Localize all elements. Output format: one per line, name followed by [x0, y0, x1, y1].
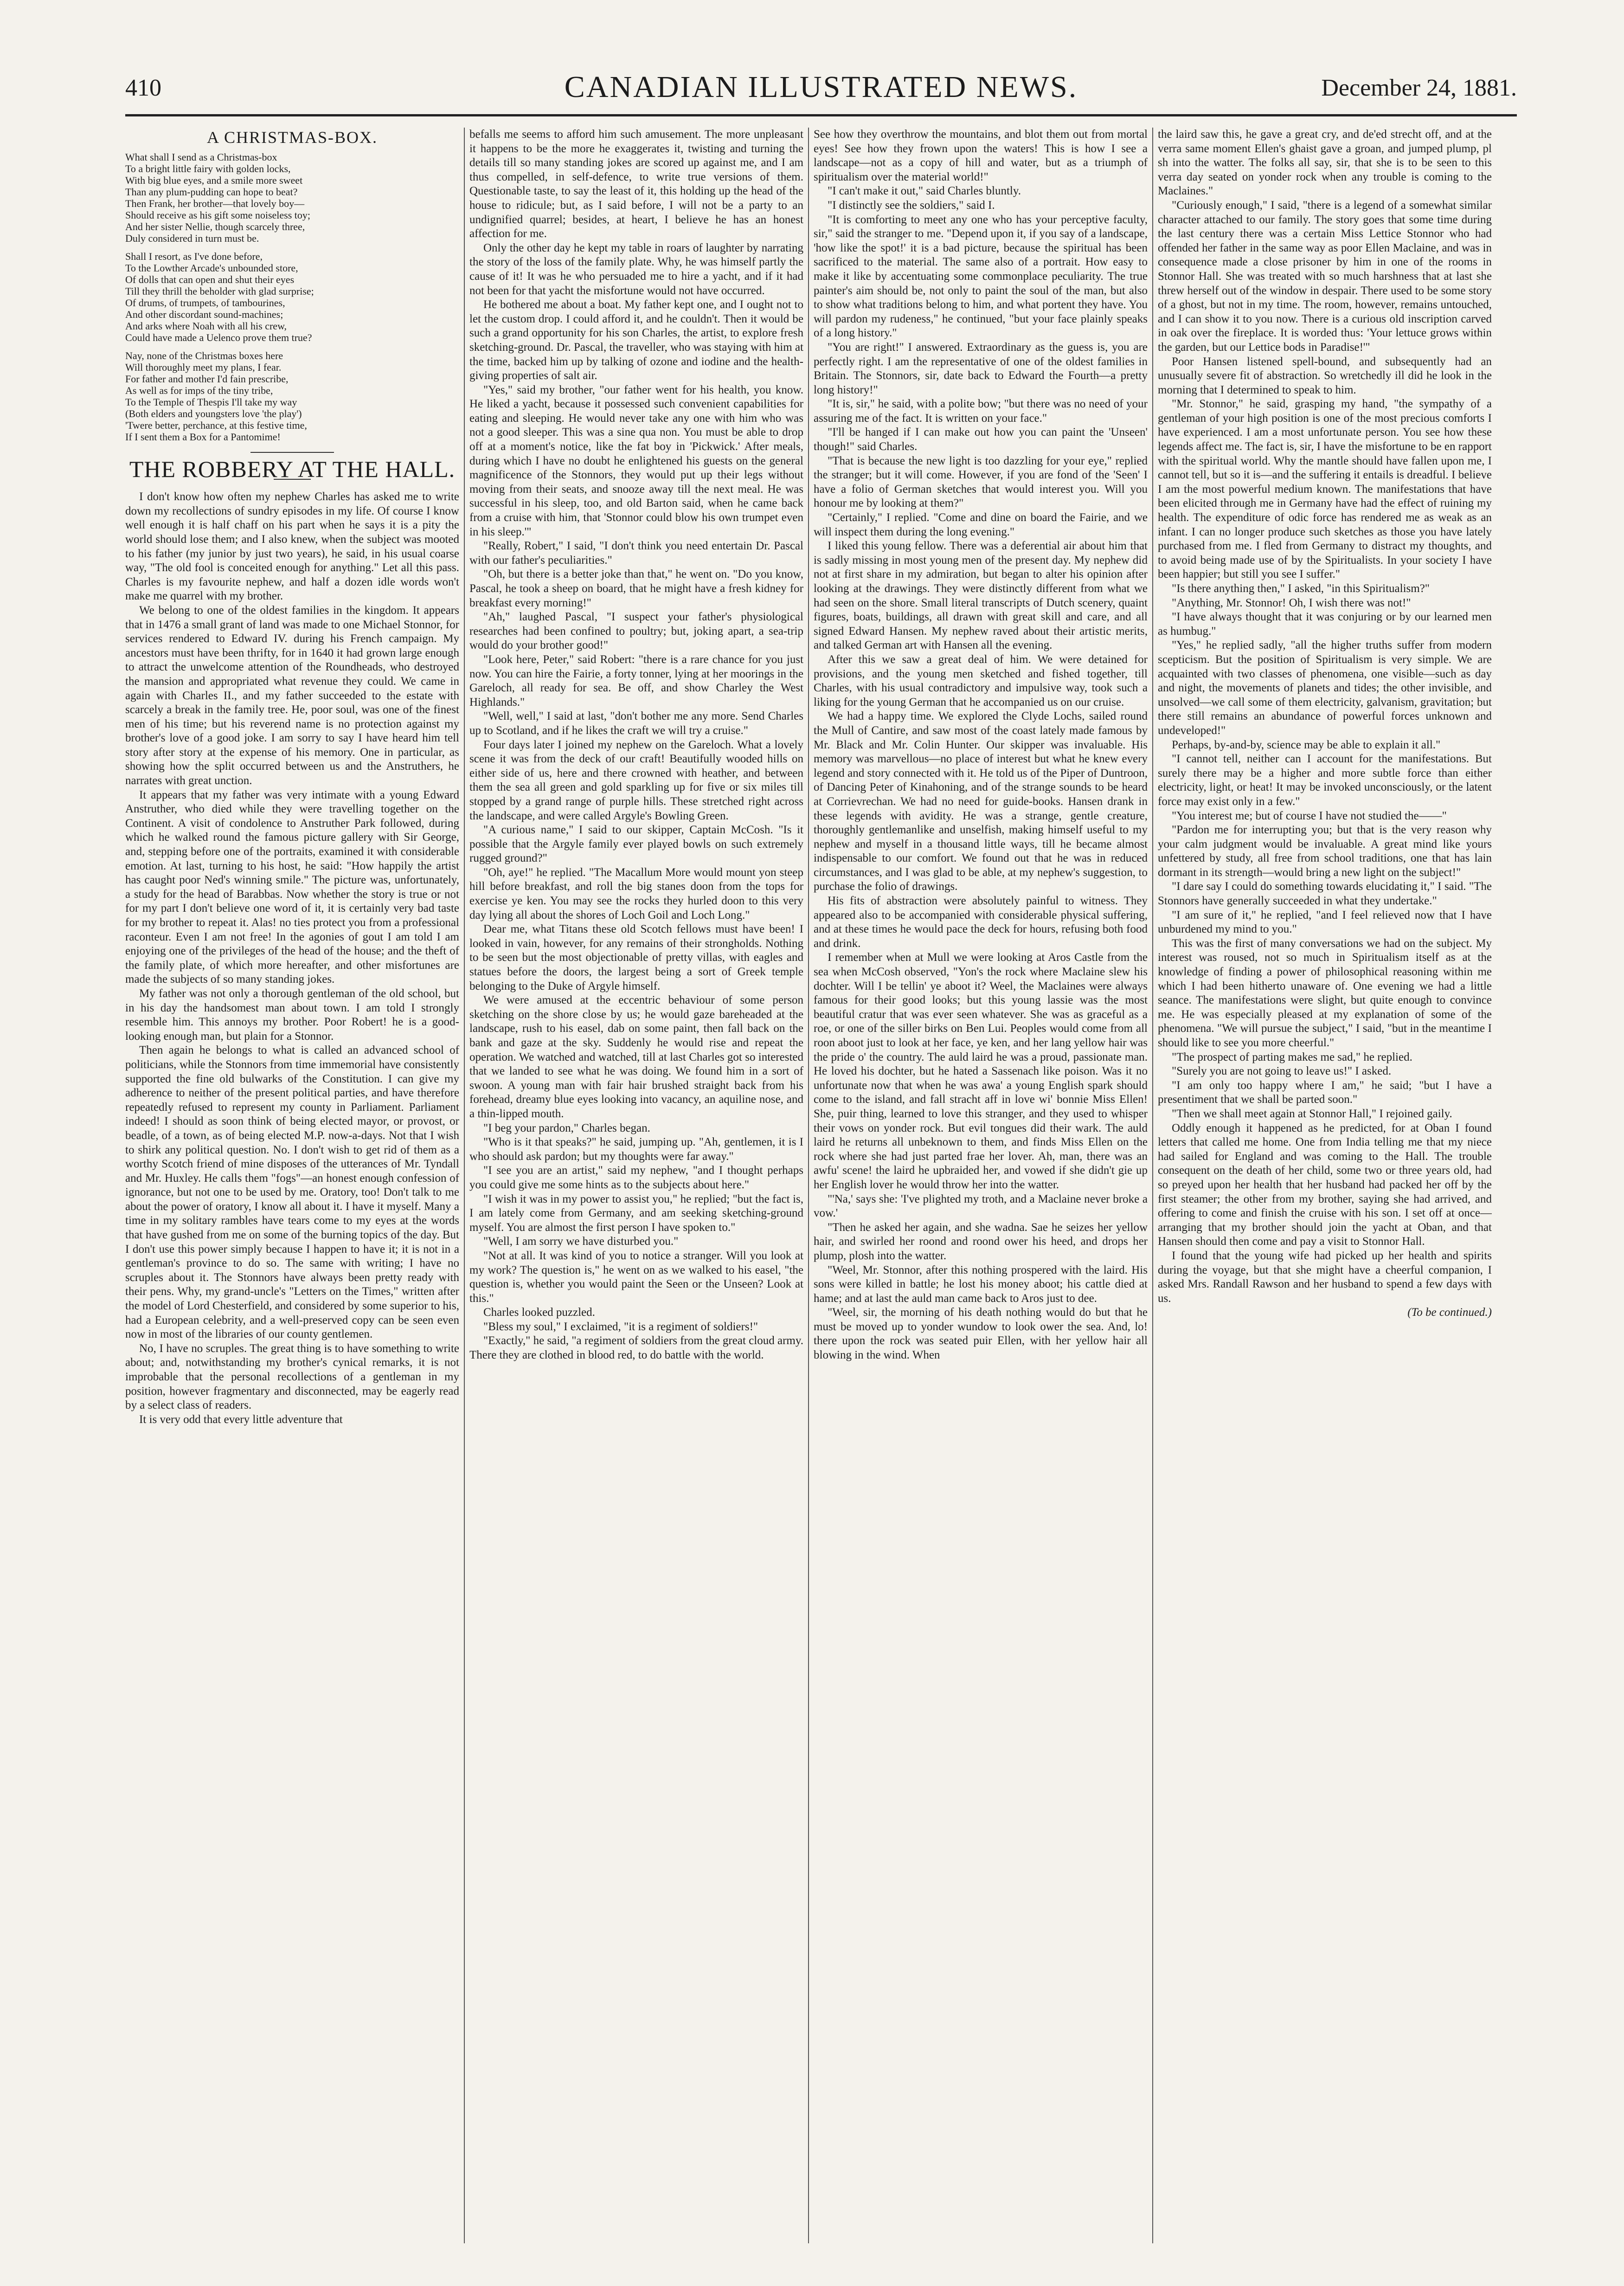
poem-line: If I sent them a Box for a Pantomime! [125, 431, 281, 443]
paragraph: We had a happy time. We explored the Clyde Lochs, sailed round the Mull of Cantire, and saw most of the coast lately made famous by Mr. Black and Mr. Colin Hunter. Our skipper was invaluable. His memory was marvellous—no place of interest but what he knew every legend and story connected with it. He told us of the Piper of Duntroon, of Dancing Peter of Kinahoning, and of the strange sounds to be heard at Corrievrechan. We had no need for guide-books. Hansen drank in these legends with avidity. He was a strange, gentle creature, thoroughly gentlemanlike and unselfish, making himself useful to my nephew and myself in a thousand little ways, till he became almost indispensable to our comfort. We found out that he was in reduced circumstances, and I was glad to be able, at my nephew's suggestion, to purchase the folio of drawings. [814, 710, 1148, 893]
paragraph: "Well, well," I said at last, "don't bother me any more. Send Charles up to Scotland, and if he likes the craft we will try a cruise." [469, 710, 803, 737]
poem-line: Should receive as his gift some noiseless toy; [125, 209, 310, 221]
paragraph: "Who is it that speaks?" he said, jumping up. "Ah, gentlemen, it is I who should ask pardon; but my thoughts were far away." [469, 1136, 803, 1163]
paragraph: I liked this young fellow. There was a deferential air about him that is sadly missing in most young men of the present day. My nephew did not at first share in my admiration, but began to alter his opinion after looking at the drawings. They were distinctly different from what we had seen on the shore. Small literal transcripts of Dutch scenery, quaint figures, boats, buildings, all drawn with great skill and care, and all signed Edward Hansen. My nephew raved about their artistic merits, and talked German art with Hansen all the evening. [814, 540, 1148, 652]
poem-title: A CHRISTMAS-BOX. [206, 128, 378, 147]
paragraph: "You interest me; but of course I have not studied the——" [1172, 809, 1447, 822]
paragraph: "I'll be hanged if I can make out how you can paint the 'Unseen' though!" said Charles. [814, 426, 1148, 453]
paragraph: "I am sure of it," he replied, "and I feel relieved now that I have unburdened my mind to you." [1158, 908, 1492, 936]
paragraph: I found that the young wife had picked up her health and spirits during the voyage, but that she might have a cheerful companion, I asked Mrs. Randall Rawson and her husband to spend a few days with us. [1158, 1249, 1492, 1305]
poem-stanza [125, 151, 459, 244]
paragraph: "I am only too happy where I am," he said; "but I have a presentiment that we shall be parted soon." [1158, 1079, 1492, 1106]
paragraph: "Ah," laughed Pascal, "I suspect your father's physiological researches had been confined to poultry; but, joking apart, a sea-trip would do your brother good!" [469, 611, 803, 652]
paragraph: "It is, sir," he said, with a polite bow; "but there was no need of your assuring me of the fact. It is written on your face." [814, 398, 1148, 425]
paragraph: Only the other day he kept my table in roars of laughter by narrating the story of the loss of the family plate. Why, he was himself partly the cause of it! It was he who persuaded me to hire a yacht, and if it had not been for that yacht the misfortune would not have occurred. [469, 241, 803, 297]
poem-line: With big blue eyes, and a smile more sweet [125, 174, 303, 186]
poem-line: What shall I send as a Christmas-box [125, 151, 277, 163]
paragraph: "Oh, but there is a better joke than that," he went on. "Do you know, Pascal, he took a sheep on board, that he might have a fresh kidney for breakfast every morning!" [469, 568, 803, 609]
paragraph: "Anything, Mr. Stonnor! Oh, I wish there was not!" [1172, 596, 1411, 609]
paragraph: "Not at all. It was kind of you to notice a stranger. Will you look at my work? The question is," he went on as we walked to his easel, "the question is, whether you would paint the Seen or the Unseen? Look at this." [469, 1249, 803, 1305]
newspaper-title: CANADIAN ILLUSTRATED NEWS. [564, 70, 1078, 104]
paragraph: He bothered me about a boat. My father kept one, and I ought not to let the custom drop. I could afford it, and he couldn't. Then it would be such a grand opportunity for his son Charles, the artist, to explore fresh sketching-ground. Dr. Pascal, the traveller, who was staying with him at the time, backed him up by talking of ozone and iodine and the health-giving properties of salt air. [469, 298, 803, 382]
poem-line: And arks where Noah with all his crew, [125, 320, 287, 332]
poem-line: Could have made a Uelenco prove them true? [125, 331, 312, 343]
paragraph: "Then he asked her again, and she wadna. Sae he seizes her yellow hair, and swirled her roond and roond ower his heed, and drops her plump, plosh into the watter. [814, 1221, 1148, 1262]
paragraph: Poor Hansen listened spell-bound, and subsequently had an unusually severe fit of abstraction. So wretchedly ill did he look in the morning that I determined to speak to him. [1158, 355, 1492, 396]
poem-line: Duly considered in turn must be. [125, 232, 259, 244]
paragraph: "Curiously enough," I said, "there is a legend of a somewhat similar character attached to our family. The story goes that some time during the last century there was a certain Miss Lettice Stonnor who had offended her father in the same way as poor Ellen Maclaine, and was in consequence made a close prisoner by him in one of the rooms in Stonnor Hall. She was treated with so much harshness that at last she threw herself out of the window in despair. There used to be some story of a ghost, but not in my time. The room, however, remains untouched, and I can show it to you now. There is a curious old inscription carved in oak over the fireplace. It is worded thus: 'Your lettuce grows within the garden, but our Lettice bods in Paradise!'" [1158, 199, 1492, 354]
poem-line: Shall I resort, as I've done before, [125, 250, 263, 262]
paragraph: Perhaps, by-and-by, science may be able to explain it all." [1172, 738, 1441, 751]
paragraph: "Yes," said my brother, "our father went for his health, you know. He liked a yacht, because it possessed such convenient capabilities for eating and sleeping. He would never take any one with him who was not a good sleeper. This was a sine qua non. You must be able to drop off at a moment's notice, like the fat boy in 'Pickwick.' After meals, during which I have no doubt he enlightened his guests on the general magnificence of the Stonnors, they would put up their legs without moving from their seats, and snooze away till the next meal. He was successful in his sleep, too, and old Barton said, when he came back from a cruise with him, that 'Stonnor could blow his own trumpet even in his sleep.'" [469, 383, 803, 538]
paragraph: See how they overthrow the mountains, and blot them out from mortal eyes! See how they frown upon the waters! This is how I see a landscape—not as a copy of hill and water, but as a triumph of spiritualism over the material world!" [814, 128, 1148, 183]
paragraph: "Then we shall meet again at Stonnor Hall," I rejoined gaily. [1172, 1107, 1452, 1120]
story-title: THE ROBBERY AT THE HALL. [129, 456, 456, 482]
poem-line: Of dolls that can open and shut their eyes [125, 273, 295, 285]
paragraph: "A curious name," I said to our skipper, Captain McCosh. "Is it possible that the Argyle family ever played bowls on such extremely rugged ground?" [469, 824, 803, 865]
paragraph: Oddly enough it happened as he predicted, for at Oban I found letters that called me home. One from India telling me that my niece had sailed for England and was coming to the Hall. The trouble consequent on the death of her child, some two or three years old, had so preyed upon her health that her husband had packed her off by the first steamer; the other from my brother, saying she had arrived, and offering to come and finish the cruise with his son. I set off at once—arranging that my brother should join the yacht at Oban, and that Hansen should then come and pay a visit to Stonnor Hall. [1158, 1121, 1492, 1248]
column-divider [1152, 128, 1153, 2243]
poem-line: To a bright little fairy with golden locks, [125, 162, 291, 174]
paragraph: "Certainly," I replied. "Come and dine on board the Fairie, and we will inspect them during the long evening." [814, 511, 1148, 538]
issue-date: December 24, 1881. [1321, 75, 1517, 101]
poem-line: To the Lowther Arcade's unbounded store, [125, 262, 298, 274]
poem-stanza [125, 350, 459, 443]
paragraph: After this we saw a great deal of him. We were detained for provisions, and the young men sketched and fished together, till Charles, with his usual contradictory and impulsive way, took such a liking for the young German that he accompanied us on our cruise. [814, 653, 1148, 708]
paragraph: It is very odd that every little adventure that [139, 1413, 343, 1426]
paragraph: "I wish it was in my power to assist you," he replied; "but the fact is, I am lately come from Germany, and am seeking sketching-ground myself. You are almost the first person I have spoken to." [469, 1192, 803, 1234]
to-be-continued: (To be continued.) [1407, 1306, 1492, 1319]
paragraph: "I have always thought that it was conjuring or by our learned men as humbug." [1158, 611, 1492, 638]
paragraph: "The prospect of parting makes me sad," he replied. [1172, 1050, 1412, 1063]
poem-line: And other discordant sound-machines; [125, 308, 283, 320]
poem-stanza [125, 251, 459, 343]
paragraph: It appears that my father was very intimate with a young Edward Anstruther, who died while they were travelling together on the Continent. A visit of condolence to Anstruther Park followed, during which he walked round the famous picture gallery with Sir George, and, stepping before one of the portraits, examined it with considerable emotion. At last, turning to his host, he said: "How happily the artist has caught poor Ned's winning smile." The picture was, unfortunately, a study for the head of Barabbas. Now whether the story is true or not for my part I don't believe one word of it, it is certainly very bad taste for my brother to repeat it. Alas! no ties protect you from a professional raconteur. Even I am not free! In the agonies of gout I am told I am enjoying one of the privileges of the head of the house; and the theft of the family plate, of which more hereafter, and other misfortunes are made the subjects of so many standing jokes. [125, 788, 459, 986]
paragraph: "Pardon me for interrupting you; but that is the very reason why your calm judgment would be invaluable. A great mind like yours unfettered by study, all free from school traditions, one that has lain dormant in its strength—would bring a new light on the subject!" [1158, 824, 1492, 879]
paragraph: No, I have no scruples. The great thing is to have something to write about; and, notwithstanding my brother's cynical remarks, it is not improbable that the personal recollections of a gentleman in my position, however fragmentary and disconnected, may be eagerly read by a select class of readers. [125, 1342, 459, 1412]
column-divider [464, 128, 465, 2243]
poem-line: Nay, none of the Christmas boxes here [125, 349, 283, 361]
paragraph: "Weel, Mr. Stonnor, after this nothing prospered with the laird. His sons were killed in battle; he lost his money aboot; his cattle died at hame; and at last the auld man came back to Aros just to dee. [814, 1263, 1148, 1305]
poem-line: Of drums, of trumpets, of tambourines, [125, 296, 285, 309]
paragraph: "I beg your pardon," Charles began. [483, 1121, 650, 1134]
poem-line: Till they thrill the beholder with glad surprise; [125, 285, 314, 297]
paragraph: My father was not only a thorough gentleman of the old school, but in his day the handsomest man about town. I am told I strongly resemble him. This annoys my brother. Poor Robert! he is a good-looking enough man, but plain for a Stonnor. [125, 987, 459, 1043]
column-divider [808, 128, 809, 2243]
paragraph: We were amused at the eccentric behaviour of some person sketching on the shore close by us; he would gaze bareheaded at the landscape, rush to his easel, dab on some paint, then fall back on the bank and gaze at the sky. Suddenly he would rise and repeat the operation. We watched and watched, till at last Charles got so interested that we landed to see what he was doing. We found him in a sort of swoon. A young man with fair hair brushed straight back from his forehead, dreamy blue eyes looking into vacancy, an aquiline nose, and a thin-lipped mouth. [469, 994, 803, 1120]
paragraph: "Well, I am sorry we have disturbed you." [483, 1235, 679, 1248]
masthead [125, 70, 1517, 111]
paragraph: "'Na,' says she: 'I've plighted my troth, and a Maclaine never broke a vow.' [814, 1192, 1148, 1220]
poem-line: (Both elders and youngsters love 'the play') [125, 407, 302, 419]
paragraph: Dear me, what Titans these old Scotch fellows must have been! I looked in vain, however, for any remains of their strongholds. Nothing to be seen but the most objectionable of pretty villas, with eagles and statues before the doors, the largest being a sort of Greek temple belonging to the Duke of Argyle himself. [469, 923, 803, 992]
column-1 [125, 128, 459, 2243]
paragraph: "That is because the new light is too dazzling for your eye," replied the stranger; but it will come. However, if you are fond of the 'Seen' I have a folio of German sketches that would interest you. Will you honour me by looking at them?" [814, 454, 1148, 510]
paragraph: Four days later I joined my nephew on the Gareloch. What a lovely scene it was from the deck of our craft! Beautifully wooded hills on either side of us, here and there crowned with heather, and between them the sea all green and gold sparkling up for five or six miles till stopped by a grand range of purple hills. These stretched right across the landscape, and were called Argyle's Bowling Green. [469, 738, 803, 822]
paragraph: "Look here, Peter," said Robert: "there is a rare chance for you just now. You can hire the Fairie, a forty tonner, lying at her moorings in the Gareloch, all ready for sea. Be off, and show Charley the West Highlands." [469, 653, 803, 708]
poem-line: For father and mother I'd fain prescribe, [125, 373, 289, 385]
paragraph: I don't know how often my nephew Charles has asked me to write down my recollections of sundry episodes in my life. Of course I know well enough it is half chaff on his part when he says it is a pity the world should lose them; and I also knew, when the subject was mooted to his father (my junior by just two years), he said, in his usual coarse way, "The old fool is conceited enough for anything." Let all this pass. Charles is my favourite nephew, and half a dozen idle words won't make me quarrel with my brother. [125, 490, 459, 603]
paragraph: the laird saw this, he gave a great cry, and de'ed strecht off, and at the verra same moment Ellen's ghaist gave a groan, and jumped plump, pl sh into the watter. The folks all say, sir, that she is to be seen to this verra day seated on yonder rock when any trouble is coming to the Maclaines." [1158, 128, 1492, 198]
paragraph: Charles looked puzzled. [483, 1306, 595, 1319]
paragraph: Then again he belongs to what is called an advanced school of politicians, while the Stonnors from time immemorial have consistently supported the fine old bulwarks of the Constitution. I can give my adherence to neither of the present political parties, and have therefore repeatedly refused to represent my county in Parliament. Parliament indeed! I should as soon think of being elected mayor, or provost, or beadle, of a town, as of being elected M.P. now-a-days. Not that I wish to shirk any political question. No. I don't wish to get rid of them as a worthy Scotch friend of mine disposes of the utterances of Mr. Tyndall and Mr. Huxley. He calls them "fogs"—an honest enough confession of ignorance, but not one to be used by me. Oratory, too! Don't talk to me about the power of oratory, I know all about it. I have it myself. Many a time in my solitary rambles have tears come to my eyes at the words that have gushed from me on some of the burning topics of the day. But I don't use this power simply because I happen to have it; it is not in a gentleman's province to do so. The same with writing; I have no scruples about it. The Stonnors have always been pretty ready with their pens. Why, my grand-uncle's "Letters on the Times," written after the model of Lord Chesterfield, and considered by some superior to his, had a European celebrity, and a well-preserved copy can be seen even now in most of the libraries of our county gentlemen. [125, 1044, 459, 1341]
poem-line: As well as for imps of the tiny tribe, [125, 384, 273, 396]
paragraph: "I can't make it out," said Charles bluntly. [828, 185, 1021, 198]
paragraph: "Yes," he replied sadly, "all the higher truths suffer from modern scepticism. But the position of Spiritualism is very simple. We are acquainted with two classes of phenomena, one visible—such as day and night, the movements of planets and tides; the other invisible, and unsolved—we call some of them electricity, galvanism, gravitation; but there still remains an abundance of powerful forces unknown and undeveloped!" [1158, 639, 1492, 737]
poem-line: To the Temple of Thespis I'll take my way [125, 396, 297, 408]
paragraph: His fits of abstraction were absolutely painful to witness. They appeared also to be accompanied with considerable physical suffering, and at these times he would pace the deck for hours, refusing both food and drink. [814, 895, 1148, 950]
paragraph: "I see you are an artist," said my nephew, "and I thought perhaps you could give me some hints as to the subjects about here." [469, 1164, 803, 1191]
paragraph: "Really, Robert," I said, "I don't think you need entertain Dr. Pascal with our father's peculiarities." [469, 540, 803, 567]
paragraph: "It is comforting to meet any one who has your perceptive faculty, sir," said the stranger to me. "Depend upon it, if you say of a landscape, 'how like the spot!' it is a bad picture, because the spiritual has been sacrificed to the material. The same also of a portrait. How easy to make it like by accentuating some commonplace peculiarity. The true painter's aim should be, not only to paint the soul of the man, but also to show what traditions belong to him, and what portent they have. You will pardon my rudeness," he continued, "but your face plainly speaks of a long history." [814, 213, 1148, 340]
poem-line: Than any plum-pudding can hope to beat? [125, 186, 298, 198]
paragraph: "Exactly," he said, "a regiment of soldiers from the great cloud army. There they are clothed in blood red, to do battle with the world. [469, 1334, 803, 1362]
paragraph: "I cannot tell, neither can I account for the manifestations. But surely there may be a higher and more subtle force than either electricity, light, or heat! It may be invoked unconsciously, or the latent force may exist only in a few." [1158, 753, 1492, 808]
paragraph: "Is there anything then," I asked, "in this Spiritualism?" [1172, 582, 1430, 595]
section-divider [250, 452, 334, 453]
paragraph: "Oh, aye!" he replied. "The Macallum More would mount yon steep hill before breakfast, and roll the big stanes doon from the tops for exercise ye ken. You may see the rocks they hurled doon to this very day lying all about the shores of Loch Goil and Loch Long." [469, 866, 803, 921]
paragraph: "You are right!" I answered. Extraordinary as the guess is, you are perfectly right. I am the representative of one of the oldest families in Britain. The Stonnors, sir, date back to Edward the Fourth—a pretty long history!" [814, 341, 1148, 396]
paragraph: I remember when at Mull we were looking at Aros Castle from the sea when McCosh observed, "Yon's the rock where Maclaine slew his dochter. Will I be tellin' ye aboot it? Weel, the Maclaines were always famous for their good looks; but this young lassie was the most beautiful cratur that was ever seen whatever. She was as graceful as a roe, or one of the siller birks on Ben Lui. Peoples would come from all roon aboot just to look at her face, ye ken, and her lang yellow hair was the pride o' the country. The auld laird he was a proud, passionate man. He loved his dochter, but he hated a Sassenach like poison. Was it no unfortunate now that when he was awa' a young English spark should come to the island, and fall stracht aff in love wi' bonnie Miss Ellen! She, puir thing, learned to love this stranger, and they used to whisper their vows on yonder rock. But evil tongues did their wark. The auld laird he returns all unbeknown to them, and finds Miss Ellen on the rock where she had just parted frae her lover. Ah, man, there was an awfu' scene! the laird he upbraided her, and vowed if she didn't gie up her English lover he would throw her into the watter. [814, 951, 1148, 1191]
paragraph: "Mr. Stonnor," he said, grasping my hand, "the sympathy of a gentleman of your high position is one of the most precious comforts I have experienced. I am a most unfortunate person. You see how these legends affect me. The fact is, sir, I have the misfortune to be en rapport with the spiritual world. Why the mantle should have fallen upon me, I cannot tell, but so it is—and the suffering it entails is dreadful. I believe I am the most powerful medium known. The manifestations that have been elicited through me in Germany have had the effect of ruining my health. The expenditure of odic force has rendered me as weak as an infant. I can no longer produce such sketches as those you have lately purchased from me. I fled from Germany to distract my thoughts, and to avoid being made use of by the Spiritualists. In your society I have been happier; but still you see I suffer." [1158, 398, 1492, 581]
paragraph: This was the first of many conversations we had on the subject. My interest was roused, not so much in Spiritualism itself as at the knowledge of finding a power of philosophical reasoning within me which I had been hitherto unaware of. One evening we had a little seance. The manifestations were slight, but quite enough to convince me. He was especially pleased at my explanation of some of the phenomena. "We will pursue the subject," I said, "but in the meantime I should like to see you more cheerful." [1158, 937, 1492, 1049]
poem-line: Then Frank, her brother—that lovely boy— [125, 197, 305, 209]
column-4 [1158, 128, 1492, 2206]
poem-line: Will thoroughly meet my plans, I fear. [125, 361, 282, 373]
paragraph: "I dare say I could do something towards elucidating it," I said. "The Stonnors have generally succeeded in what they undertake." [1158, 880, 1492, 908]
paragraph: befalls me seems to afford him such amusement. The more unpleasant it happens to be the more he exaggerates it, twisting and turning the details till so many standing jokes are scored up against me, and I am thus compelled, in self-defence, to write true versions of them. Questionable taste, to say the least of it, this holding up the head of the house to ridicule; but, as I said before, I will not be a party to an undignified quarrel; besides, at heart, I believe he has an honest affection for me. [469, 128, 803, 240]
column-3 [814, 128, 1148, 2243]
header-rule [125, 114, 1517, 116]
poem-line: And her sister Nellie, though scarcely three, [125, 220, 305, 232]
page-number: 410 [125, 75, 161, 101]
paragraph: "Bless my soul," I exclaimed, "it is a regiment of soldiers!" [483, 1320, 758, 1333]
poem-line: 'Twere better, perchance, at this festive time, [125, 419, 307, 431]
paragraph: We belong to one of the oldest families in the kingdom. It appears that in 1476 a small grant of land was made to one Michael Stonnor, for services rendered to Edward IV. during his French campaign. My ancestors must have been thrifty, for in 1640 it had grown large enough to attract the unwelcome attention of the Roundheads, who destroyed the mansion and appropriated what revenue they could. We came in again with Charles II., and my father succeeded to the estate with scarcely a break in the family tree. He, poor soul, was one of the finest men of his time; but his reverend name is no protection against my brother's love of a good joke. I am sorry to say I have heard him tell story after story at the expense of his memory. One in particular, as showing how the split occurred between us and the Anstruthers, he narrates with great unction. [125, 604, 459, 787]
column-2 [469, 128, 803, 2243]
paragraph: "I distinctly see the soldiers," said I. [828, 199, 995, 212]
paragraph: "Surely you are not going to leave us!" I asked. [1172, 1065, 1392, 1078]
paragraph: "Weel, sir, the morning of his death nothing would do but that he must be moved up to yonder wundow to look ower the sea. And, lo! there upon the rock was seated puir Ellen, with her yellow hair all blowing in the wind. When [814, 1306, 1148, 1362]
